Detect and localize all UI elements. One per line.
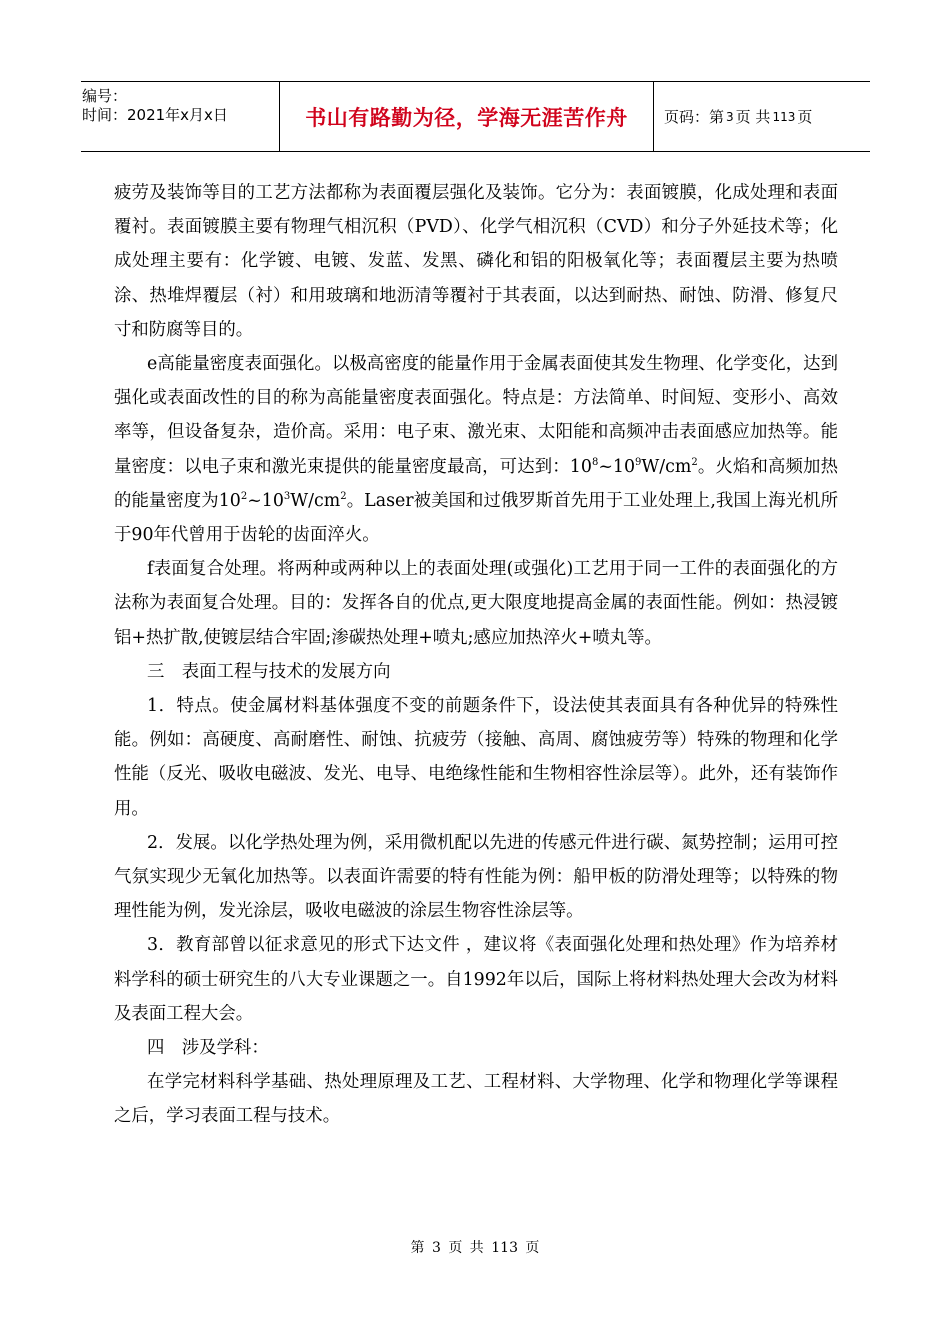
page-header <box>81 81 870 152</box>
section-heading-3: 三 表面工程与技术的发展方向 <box>147 661 391 682</box>
text-run: W/cm <box>641 456 692 477</box>
page-end: 页 <box>797 108 813 126</box>
paragraph-high-energy <box>114 347 838 552</box>
header-page-indicator <box>654 82 870 151</box>
text-run: 。Laser被美国和过俄罗斯首先用于工业处理上,我国上海光机所于90年代曾用于齿轮的齿面淬火。 <box>114 490 838 546</box>
section-heading-4: 四 涉及学科： <box>147 1038 269 1059</box>
text-run: 。火焰和高频加热的能量密度为10 <box>114 456 838 511</box>
superscript: 2 <box>240 490 248 502</box>
page-number: 3 <box>726 109 734 124</box>
page-footer: 第 3 页 共 113 页 <box>410 1240 540 1256</box>
text-run: 10 <box>569 456 592 477</box>
paragraph-development: 2．发展。以化学热处理为例，采用微机配以先进的传感元件进行碳、氮势控制；运用可控气氛实现少无氧化加热等。以表面许需要的特有性能为例：船甲板的防滑处理等；以特殊的物理性能为例，发光涂层，吸收电磁波的涂层生物容性涂层等。 <box>114 832 838 922</box>
text-run: ~10 <box>598 456 636 477</box>
paragraph-subjects: 在学完材料科学基础、热处理原理及工艺、工程材料、大学物理、化学和物理化学等课程之后，学习表面工程与技术。 <box>114 1072 838 1127</box>
document-time-label: 时间：2021年x月x日 <box>82 106 228 124</box>
superscript: 9 <box>635 456 642 468</box>
paragraph-composite: f表面复合处理。将两种或两种以上的表面处理(或强化)工艺用于同一工件的表面强化的方法称为表面复合处理。目的：发挥各自的优点,更大限度地提高金属的表面性能。例如：热浸镀铝+热扩散,使镀层结合牢固;渗碳热处理+喷丸;感应加热淬火+喷丸等。 <box>114 559 838 648</box>
superscript: 3 <box>283 490 291 502</box>
paragraph-education: 3．教育部曾以征求意见的形式下达文件 ，建议将《表面强化处理和热处理》作为培养材料学科的硕士研究生的八大专业课题之一。自1992年以后，国际上将材料热处理大会改为材料及表面工程大会。 <box>114 935 838 1024</box>
page-mid: 页 共 <box>735 108 771 126</box>
document-body <box>114 176 838 1134</box>
document-number-label: 编号： <box>82 87 128 105</box>
header-meta <box>81 82 280 151</box>
superscript: 2 <box>691 456 698 468</box>
paragraph-coating: 疲劳及装饰等目的工艺方法都称为表面覆层强化及装饰。它分为：表面镀膜，化成处理和表面覆衬。表面镀膜主要有物理气相沉积（PVD）、化学气相沉积（CVD）和分子外延技术等；化成处理主要有：化学镀、电镀、发蓝、发黑、磷化和铝的阳极氧化等；表面覆层主要为热喷涂、热堆焊覆层（衬）和用玻璃和地沥清等覆衬于其表面，以达到耐热、耐蚀、防滑、修复尺寸和防腐等目的。 <box>114 183 838 340</box>
page-label: 页码：第 <box>664 108 725 126</box>
superscript: 2 <box>340 490 347 502</box>
paragraph-features: 1．特点。使金属材料基体强度不变的前题条件下，设法使其表面具有各种优异的特殊性能。例如：高硬度、高耐磨性、耐蚀、抗疲劳（接触、高周、腐蚀疲劳等）特殊的物理和化学性能（反光、吸收电磁波、发光、电导、电绝缘性能和生物相容性涂层等）。此外，还有装饰作用。 <box>114 696 838 819</box>
text-run: e高能量密度表面强化。以极高密度的能量作用于金属表面使其发生物理、化学变化，达到强化或表面改性的目的称为高能量密度表面强化。特点是：方法简单、时间短、变形小、高效率等，但设备复杂，造价高。采用：电子束、激光束、太阳能和高频冲击表面感应加热等。能量密度：以电子束和激光束提供的能量密度最高，可达到： <box>114 354 838 477</box>
text-run: ~10 <box>247 490 284 511</box>
text-run: W/cm <box>290 490 341 511</box>
page-total: 113 <box>772 109 796 124</box>
superscript: 8 <box>591 456 599 468</box>
header-motto: 书山有路勤为径，学海无涯苦作舟 <box>280 82 654 151</box>
